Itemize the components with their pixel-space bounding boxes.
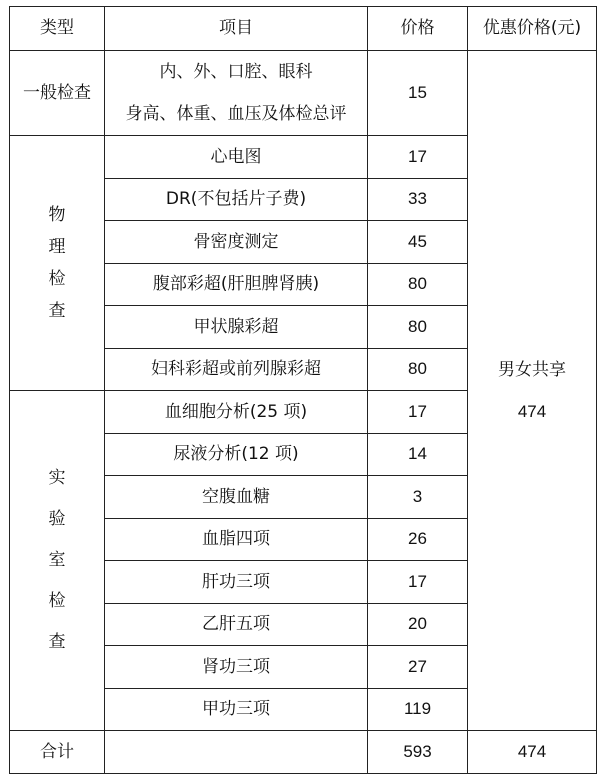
discount-cell bbox=[468, 51, 597, 731]
item-cell: 血脂四项 bbox=[105, 518, 368, 561]
item-cell: 肝功三项 bbox=[105, 561, 368, 604]
general-item-line2: 身高、体重、血压及体检总评 bbox=[125, 104, 347, 124]
category-physical bbox=[10, 136, 105, 391]
price-cell: 80 bbox=[368, 306, 468, 349]
price-cell: 33 bbox=[368, 178, 468, 221]
category-char: 检 bbox=[48, 269, 66, 289]
price-cell: 14 bbox=[368, 433, 468, 476]
price-cell: 17 bbox=[368, 391, 468, 434]
price-cell: 45 bbox=[368, 221, 468, 264]
discount-value: 474 bbox=[517, 401, 547, 421]
item-cell: 甲状腺彩超 bbox=[105, 306, 368, 349]
category-char: 验 bbox=[48, 509, 66, 529]
general-price: 15 bbox=[368, 51, 468, 136]
price-cell: 27 bbox=[368, 646, 468, 689]
item-cell: 空腹血糖 bbox=[105, 476, 368, 519]
price-table bbox=[9, 6, 597, 774]
header-discount: 优惠价格(元) bbox=[468, 7, 597, 51]
discount-label: 男女共享 bbox=[498, 359, 566, 380]
item-cell: 腹部彩超(肝胆脾肾胰) bbox=[105, 263, 368, 306]
item-cell: 肾功三项 bbox=[105, 646, 368, 689]
general-item-line1: 内、外、口腔、眼科 bbox=[159, 62, 313, 82]
header-row bbox=[10, 7, 597, 51]
item-cell: 尿液分析(12 项) bbox=[105, 433, 368, 476]
category-char: 查 bbox=[48, 632, 66, 652]
category-char: 物 bbox=[48, 205, 66, 225]
category-char: 检 bbox=[48, 591, 66, 611]
header-item: 项目 bbox=[105, 7, 368, 51]
item-cell: 妇科彩超或前列腺彩超 bbox=[105, 348, 368, 391]
header-type: 类型 bbox=[10, 7, 105, 51]
item-cell: DR(不包括片子费) bbox=[105, 178, 368, 221]
category-char: 查 bbox=[48, 301, 66, 321]
price-cell: 80 bbox=[368, 348, 468, 391]
total-item bbox=[105, 731, 368, 774]
item-cell: 甲功三项 bbox=[105, 688, 368, 731]
price-cell: 17 bbox=[368, 136, 468, 179]
item-cell: 骨密度测定 bbox=[105, 221, 368, 264]
price-cell: 119 bbox=[368, 688, 468, 731]
total-row bbox=[10, 731, 597, 774]
total-discount: 474 bbox=[468, 731, 597, 774]
item-cell: 乙肝五项 bbox=[105, 603, 368, 646]
price-cell: 3 bbox=[368, 476, 468, 519]
category-char: 理 bbox=[48, 237, 66, 257]
category-char: 实 bbox=[48, 468, 66, 488]
category-lab bbox=[10, 391, 105, 731]
item-cell: 血细胞分析(25 项) bbox=[105, 391, 368, 434]
price-cell: 80 bbox=[368, 263, 468, 306]
item-cell: 心电图 bbox=[105, 136, 368, 179]
general-row bbox=[10, 51, 597, 136]
total-label: 合计 bbox=[10, 731, 105, 774]
category-general: 一般检查 bbox=[10, 51, 105, 136]
category-char: 室 bbox=[48, 550, 66, 570]
price-cell: 20 bbox=[368, 603, 468, 646]
price-cell: 17 bbox=[368, 561, 468, 604]
general-items bbox=[105, 51, 368, 136]
header-price: 价格 bbox=[368, 7, 468, 51]
price-cell: 26 bbox=[368, 518, 468, 561]
total-price: 593 bbox=[368, 731, 468, 774]
